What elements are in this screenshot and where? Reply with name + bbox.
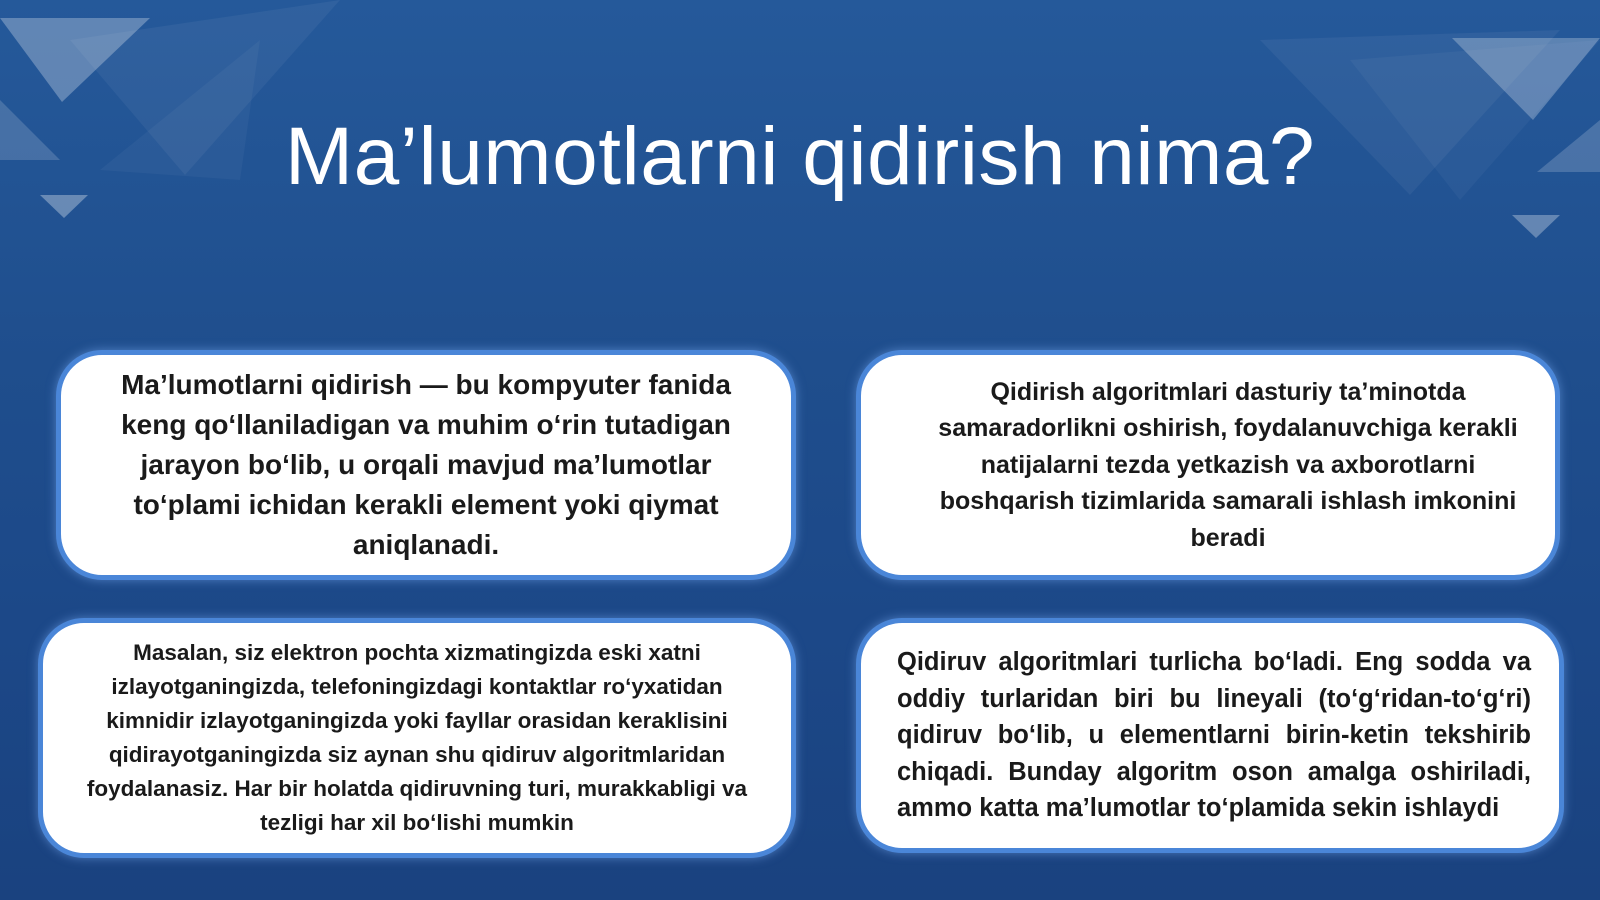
card-text: Masalan, siz elektron pochta xizmatingizda eski xatni izlayotganingizda, telefoningizdagi kontaktlar ro‘yxatidan kimnidir izlayotganingizda yoki fayllar orasidan keraklisini qidirayotganingizda siz aynan shu qidiruv algoritmlaridan foydalanasiz. Har bir holatda qidiruvning turi, murakkabligi va tezligi har xil bo‘lishi mumkin (86, 640, 748, 835)
info-card-examples (38, 618, 796, 858)
card-text: Qidirish algoritmlari dasturiy ta’minotda samaradorlikni oshirish, foydalanuvchiga kerakli natijalarni tezda yetkazish va axborotlarni boshqarish tizimlarida samarali ishlash imkonini beradi (938, 377, 1518, 552)
info-card-linear-search (856, 618, 1564, 853)
triangle-shape (1512, 215, 1560, 238)
page-title: Ma’lumotlarni qidirish nima? (284, 111, 1316, 202)
card-text: Qidiruv algoritmlari turlicha bo‘ladi. Eng sodda va oddiy turlaridan biri bu lineyali (to‘g‘ridan-to‘g‘ri) qidiruv bo‘lib, u elementlarni birin-ketin tekshirib chiqadi. Bunday algoritm oson amalga oshiriladi, ammo katta ma’lumotlar to‘plamida sekin ishlaydi (897, 648, 1531, 823)
info-card-definition (56, 350, 796, 580)
info-card-algorithms-purpose (856, 350, 1560, 580)
card-text: Ma’lumotlarni qidirish — bu kompyuter fanida keng qo‘llaniladigan va muhim o‘rin tutadigan jarayon bo‘lib, u orqali mavjud ma’lumotlar to‘plami ichidan kerakli element yoki qiymat aniqlanadi. (121, 369, 731, 560)
